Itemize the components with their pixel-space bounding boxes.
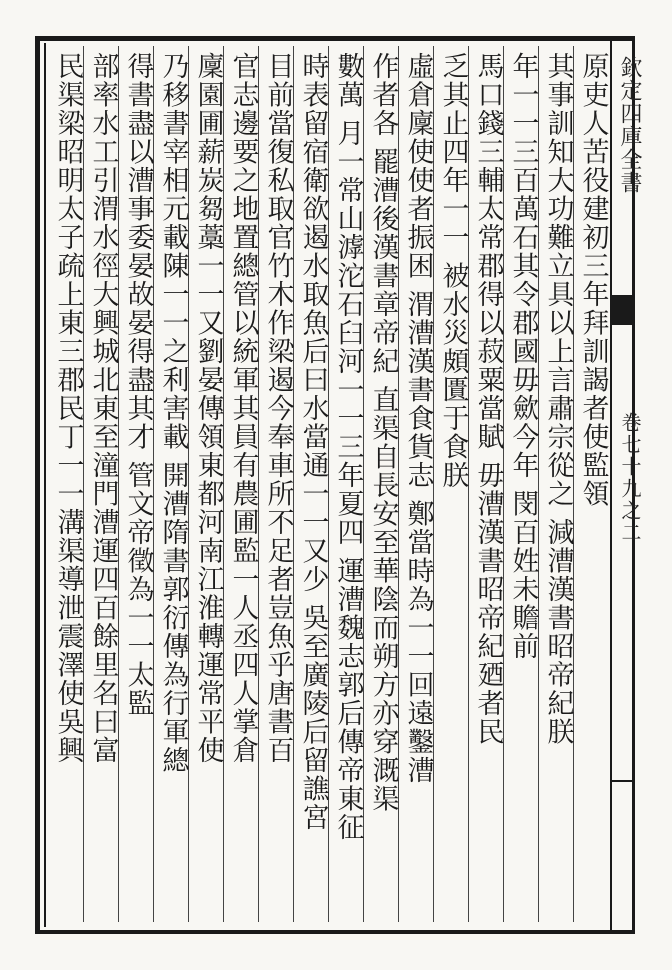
column-text: 時表留宿衛欲遏水取魚后曰水當通一一又少 吳至廣陵后留譙宮 — [297, 52, 329, 832]
column-text: 廩園圃薪炭芻藁一一又劉晏傳領東都河南江淮轉運常平使 — [192, 52, 224, 765]
column-text: 年一一三百萬石其令郡國毋歛今年 閔百姓未贍前 — [507, 52, 539, 661]
column-text: 作者各 罷漕後漢書章帝紀 直渠自長安至華陰而朔方亦穿溉渠 — [367, 52, 399, 814]
text-column — [153, 46, 188, 922]
text-column — [293, 46, 328, 922]
column-text: 民渠梁昭明太子疏上東三郡民丁一一溝渠導泄震澤使吳興 — [52, 52, 84, 765]
column-text: 官志邊要之地置總管以統軍其員有農圃監一人丞四人掌倉 — [227, 52, 259, 765]
column-text: 乃移書宰相元載陳一一之利害載 開漕隋書郭衍傳為行軍總 — [157, 52, 189, 775]
text-column — [468, 46, 503, 922]
column-text: 乏其止四年一一 被水災頗匱于食朕 — [437, 52, 469, 490]
margin-tick — [611, 780, 633, 782]
column-text: 馬口錢三輔太常郡得以菽粟當賦 毋漕漢書昭帝紀廼者民 — [472, 52, 504, 747]
text-column — [433, 46, 468, 922]
text-column — [398, 46, 433, 922]
column-text: 其事訓知大功難立具以上言肅宗從之 減漕漢書昭帝紀朕 — [542, 52, 574, 747]
text-column — [258, 46, 293, 922]
text-column — [538, 46, 573, 922]
column-text: 目前當復私取官竹木作梁遏今奉車所不足者豈魚乎唐書百 — [262, 52, 294, 765]
column-text: 得書盡以漕事委晏故晏得盡其才 管文帝徵為一一太監 — [122, 52, 154, 718]
text-column — [573, 46, 608, 922]
volume-label: 卷七十九之二 — [618, 412, 642, 544]
column-text: 原吏人苦役建初三年拜訓謁者使監領 — [577, 52, 609, 508]
text-column — [83, 46, 118, 922]
column-text: 部率水工引渭水徑大興城北東至潼門漕運四百餘里名曰富 — [87, 52, 119, 765]
column-text: 數萬 月一常山滹沱石臼河一一三年夏四 運漕魏志郭后傳帝東征 — [332, 52, 364, 842]
column-text: 虛倉廩使使者振困 渭漕漢書食貨志 鄭當時為一一回遠鑿漕 — [402, 52, 434, 785]
text-column — [363, 46, 398, 922]
text-column — [503, 46, 538, 922]
text-columns — [48, 46, 608, 922]
text-column — [223, 46, 258, 922]
text-column — [118, 46, 153, 922]
text-column — [48, 46, 83, 922]
book-title: 欽定四庫全書 — [617, 56, 642, 194]
text-column — [328, 46, 363, 922]
text-column — [188, 46, 223, 922]
inner-frame-rule — [44, 43, 46, 927]
fish-tail-mark — [611, 295, 633, 325]
